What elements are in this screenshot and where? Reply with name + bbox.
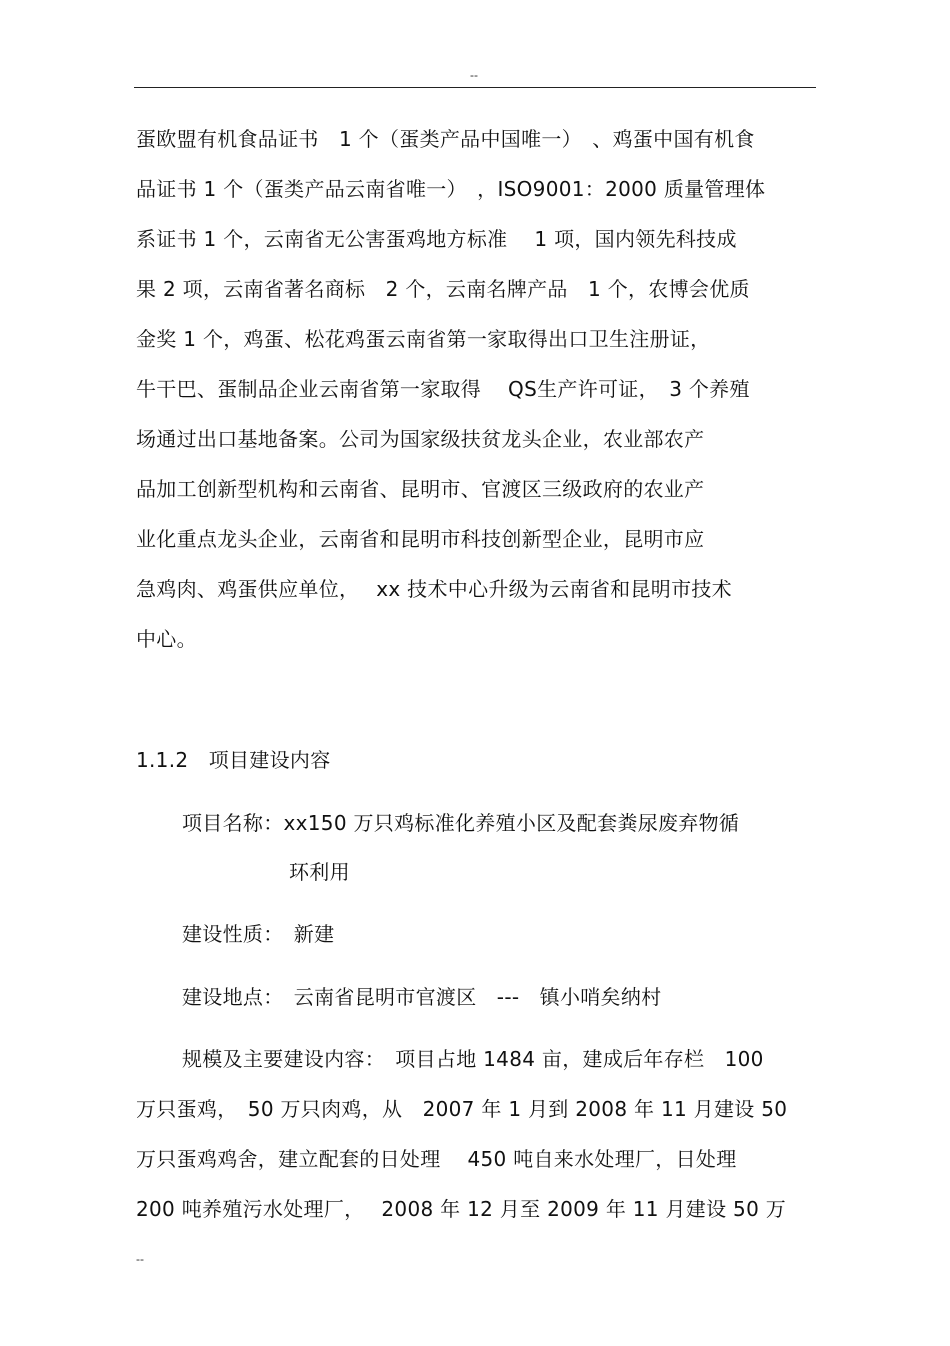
paragraph-line: 牛干巴、蛋制品企业云南省第一家取得 QS生产许可证， 3 个养殖 (136, 377, 750, 401)
footer-mark: -- (136, 1252, 144, 1266)
paragraph-line: 中心。 (136, 627, 197, 651)
paragraph-line: 金奖 1 个，鸡蛋、松花鸡蛋云南省第一家取得出口卫生注册证， (136, 327, 711, 351)
paragraph-line: 品证书 1 个（蛋类产品云南省唯一） ，ISO9001：2000 质量管理体 (136, 177, 766, 201)
project-name-continuation: 环利用 (289, 860, 350, 884)
construction-nature: 建设性质： 新建 (182, 922, 335, 946)
project-name-line: 项目名称：xx150 万只鸡标准化养殖小区及配套粪尿废弃物循 (182, 811, 740, 835)
paragraph-line: 品加工创新型机构和云南省、昆明市、官渡区三级政府的农业产 (136, 477, 705, 501)
paragraph-line: 系证书 1 个，云南省无公害蛋鸡地方标准 1 项，国内领先科技成 (136, 227, 737, 251)
paragraph-line: 急鸡肉、鸡蛋供应单位， xx 技术中心升级为云南省和昆明市技术 (136, 577, 732, 601)
paragraph-line: 蛋欧盟有机食品证书 1 个（蛋类产品中国唯一） 、鸡蛋中国有机食 (136, 127, 755, 151)
scale-line: 200 吨养殖污水处理厂， 2008 年 12 月至 2009 年 11 月建设 50 万 (136, 1197, 787, 1221)
scale-line: 万只蛋鸡， 50 万只肉鸡，从 2007 年 1 月到 2008 年 11 月建设 50 (136, 1097, 788, 1121)
scale-line: 万只蛋鸡鸡舍，建立配套的日处理 450 吨自来水处理厂，日处理 (136, 1147, 737, 1171)
header-rule (134, 87, 816, 88)
section-heading: 1.1.2 项目建设内容 (136, 748, 331, 772)
paragraph-line: 业化重点龙头企业，云南省和昆明市科技创新型企业，昆明市应 (136, 527, 705, 551)
paragraph-line: 场通过出口基地备案。公司为国家级扶贫龙头企业，农业部农产 (136, 427, 705, 451)
scale-line: 规模及主要建设内容： 项目占地 1484 亩，建成后年存栏 100 (182, 1047, 764, 1071)
construction-location: 建设地点： 云南省昆明市官渡区 --- 镇小哨矣纳村 (182, 985, 662, 1009)
header-mark: -- (470, 68, 478, 82)
paragraph-line: 果 2 项，云南省著名商标 2 个，云南名牌产品 1 个，农博会优质 (136, 277, 750, 301)
